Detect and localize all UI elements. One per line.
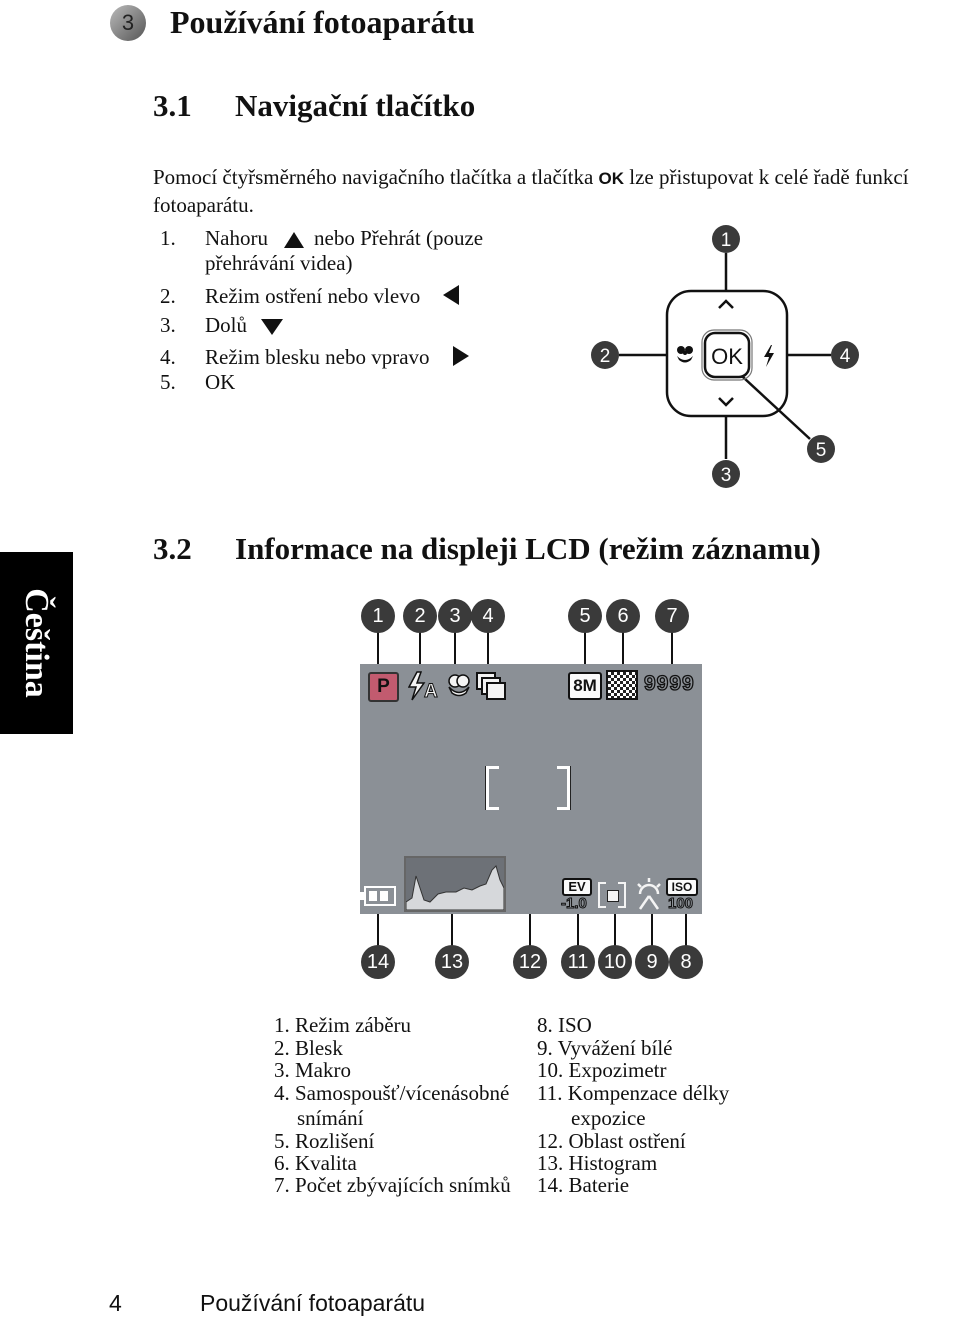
legend-left-6: 6. Kvalita xyxy=(274,1151,357,1175)
callout-bottom-11: 11 xyxy=(561,945,595,979)
list-item-4-num: 4. xyxy=(160,345,176,369)
callout-top-1: 1 xyxy=(361,599,395,633)
legend-left-1: 1. Režim záběru xyxy=(274,1013,412,1037)
legend-left-4b: snímání xyxy=(297,1106,364,1130)
flash-auto-icon xyxy=(408,670,442,702)
callout-bottom-10: 10 xyxy=(598,945,632,979)
legend-right-9: 9. Vyvážení bílé xyxy=(537,1036,673,1060)
svg-text:4: 4 xyxy=(839,346,851,367)
section2-title: Informace na displeji LCD (režim záznamu) xyxy=(235,531,821,566)
battery-icon xyxy=(364,886,396,906)
legend-right-10: 10. Expozimetr xyxy=(537,1058,667,1082)
callout-top-4: 4 xyxy=(471,599,505,633)
svg-text:3: 3 xyxy=(720,465,732,486)
legend-right-14: 14. Baterie xyxy=(537,1173,630,1197)
lcd-screen xyxy=(360,664,702,914)
section1-title: Navigační tlačítko xyxy=(235,88,476,123)
callout-top-7: 7 xyxy=(655,599,689,633)
histogram-graph xyxy=(406,858,504,910)
legend-left-2: 2. Blesk xyxy=(274,1036,343,1060)
legend-right-12: 12. Oblast ostření xyxy=(537,1129,686,1153)
list-item-2-text: Režim ostření nebo vlevo xyxy=(205,284,421,308)
callout-top-5: 5 xyxy=(568,599,602,633)
chapter-title: Používání fotoaparátu xyxy=(170,4,475,40)
metering-icon xyxy=(598,882,626,908)
list-item-3-num: 3. xyxy=(160,313,176,337)
list-item-5-text: OK xyxy=(205,370,236,394)
callout-bottom-8: 8 xyxy=(669,945,703,979)
flash-auto-label: A xyxy=(424,681,438,702)
legend-right-13: 13. Histogram xyxy=(537,1151,658,1175)
mode-indicator: P xyxy=(368,672,399,702)
section1-number: 3.1 xyxy=(153,88,192,123)
iso-value: 100 xyxy=(668,895,694,912)
language-tab-label: Čeština xyxy=(18,588,55,698)
legend-left-7: 7. Počet zbývajících snímků xyxy=(274,1173,511,1197)
svg-text:2: 2 xyxy=(599,346,611,367)
legend-right-8: 8. ISO xyxy=(537,1013,592,1037)
legend-left-5: 5. Rozlišení xyxy=(274,1129,375,1153)
macro-mode-icon xyxy=(446,672,472,698)
quality-icon xyxy=(606,670,638,700)
focus-area xyxy=(486,766,570,806)
ev-indicator: EV -1.0 xyxy=(562,878,594,912)
shots-remaining: 9999 xyxy=(644,672,695,695)
callout-bottom-12: 12 xyxy=(513,945,547,979)
list-item-1-text: Nahoru xyxy=(205,226,268,250)
intro-part1: Pomocí čtyřsměrného navigačního tlačítka a tlačítka xyxy=(153,165,594,189)
ok-label: OK xyxy=(711,344,743,369)
list-item-1-num: 1. xyxy=(160,226,176,250)
svg-text:1: 1 xyxy=(720,230,732,251)
legend-left-3: 3. Makro xyxy=(274,1058,351,1082)
ev-value: -1.0 xyxy=(561,895,587,912)
resolution-indicator: 8M xyxy=(568,672,602,700)
callout-top-3: 3 xyxy=(438,599,472,633)
drive-mode-icon xyxy=(476,672,506,700)
legend-right-11b: expozice xyxy=(571,1106,646,1130)
list-item-5-num: 5. xyxy=(160,370,176,394)
callout-bottom-9: 9 xyxy=(635,945,669,979)
white-balance-icon xyxy=(634,876,664,910)
callout-bottom-14: 14 xyxy=(361,945,395,979)
legend-left-4: 4. Samospoušť/vícenásobné xyxy=(274,1081,510,1105)
list-item-3-text: Dolů xyxy=(205,313,247,337)
list-item-1-text3: přehrávání videa) xyxy=(205,251,353,275)
intro-ok: OK xyxy=(598,169,625,188)
iso-indicator: ISO 100 xyxy=(666,878,702,912)
callout-bottom-13: 13 xyxy=(435,945,469,979)
section2-number: 3.2 xyxy=(153,531,192,566)
callout-top-2: 2 xyxy=(403,599,437,633)
chapter-number: 3 xyxy=(121,10,135,35)
list-item-2-num: 2. xyxy=(160,284,176,308)
list-item-4-text: Režim blesku nebo vpravo xyxy=(205,345,430,369)
intro-part2: lze přistupovat k celé řadě funkcí xyxy=(629,165,909,189)
legend-right-11: 11. Kompenzace délky xyxy=(537,1081,730,1105)
svg-text:5: 5 xyxy=(815,440,827,461)
list-item-1-text2: nebo Přehrát (pouze xyxy=(314,226,484,250)
footer-title: Používání fotoaparátu xyxy=(200,1290,426,1316)
page-number: 4 xyxy=(109,1290,122,1316)
callout-top-6: 6 xyxy=(606,599,640,633)
histogram xyxy=(404,856,506,912)
intro-line2: fotoaparátu. xyxy=(153,193,254,217)
